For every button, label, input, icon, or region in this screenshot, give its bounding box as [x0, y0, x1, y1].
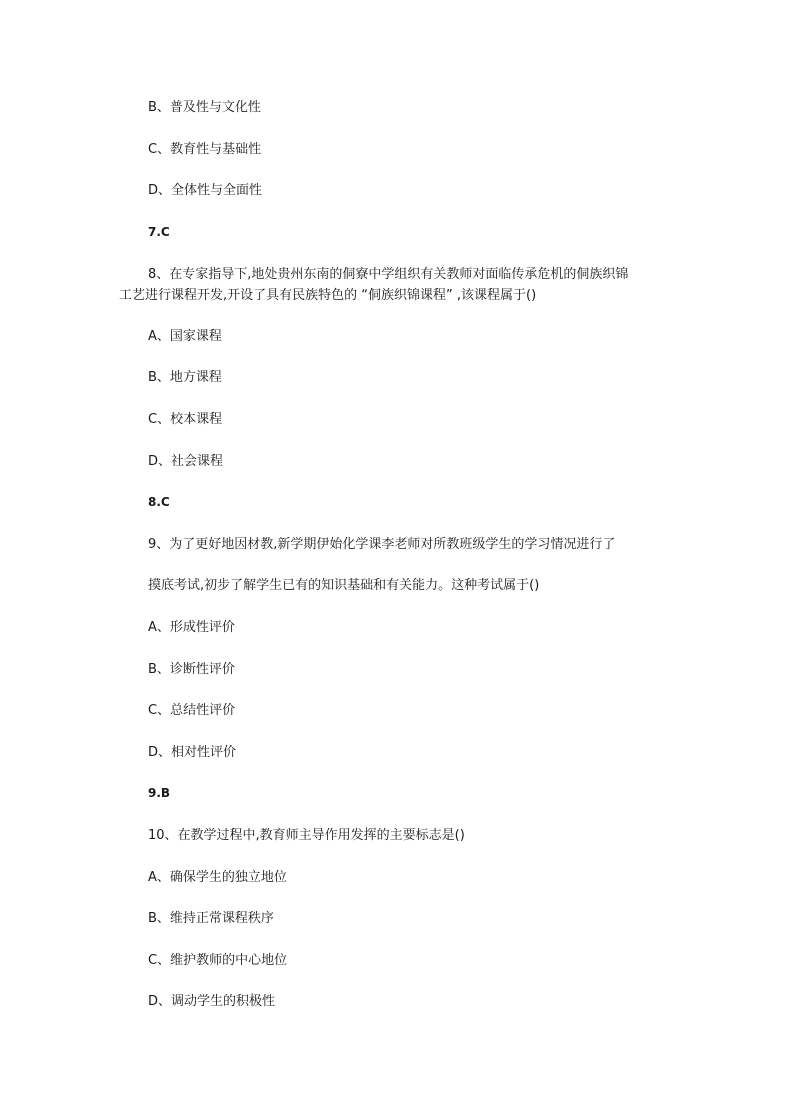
q6-option-d: D、全体性与全面性: [148, 183, 263, 198]
q9-answer: 9.B: [148, 786, 171, 800]
q9-option-c: C、总结性评价: [148, 703, 236, 718]
q8-option-a: A、国家课程: [148, 329, 222, 344]
q10-option-a: A、确保学生的独立地位: [148, 870, 287, 885]
q9-option-b: B、诊断性评价: [148, 662, 235, 677]
q8-option-d: D、社会课程: [148, 454, 224, 469]
q9-stem-line1: 9、为了更好地因材教,新学期伊始化学课李老师对所教班级学生的学习情况进行了: [148, 537, 616, 552]
q8-option-c: C、校本课程: [148, 412, 223, 427]
q6-option-c: C、教育性与基础性: [148, 142, 262, 157]
q10-stem: 10、在教学过程中,教育师主导作用发挥的主要标志是(): [148, 828, 465, 843]
q8-option-b: B、地方课程: [148, 370, 222, 385]
q9-option-a: A、形成性评价: [148, 620, 235, 635]
q9-stem-line2: 摸底考试,初步了解学生已有的知识基础和有关能力。这种考试属于(): [148, 578, 540, 593]
q8-answer: 8.C: [148, 495, 170, 509]
q9-option-d: D、相对性评价: [148, 745, 237, 760]
q8-stem-line2: 工艺进行课程开发,开设了具有民族特色的 “侗族织锦课程” ,该课程属于(): [119, 288, 537, 303]
q8-stem-line1: 8、在专家指导下,地处贵州东南的侗寮中学组织有关教师对面临传承危机的侗族织锦: [148, 267, 629, 282]
q7-answer: 7.C: [148, 225, 170, 239]
q6-option-b: B、普及性与文化性: [148, 100, 261, 115]
q10-option-d: D、调动学生的积极性: [148, 994, 276, 1009]
q10-option-c: C、维护教师的中心地位: [148, 953, 288, 968]
q10-option-b: B、维持正常课程秩序: [148, 911, 274, 926]
